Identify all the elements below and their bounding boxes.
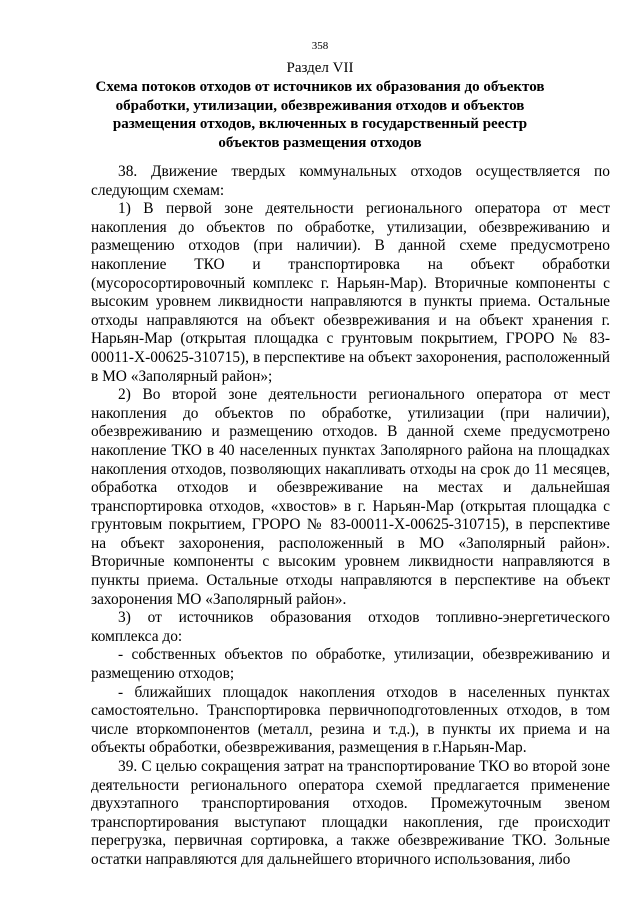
list-item-nearest-sites: - ближайших площадок накопления отходов в населенных пунктах самостоятельно. Транспортировка первичноподготовленных отходов, в том числе вторкомпонентов (металл, резина и т.д.), в пункты их приема и на объекты обработки, обезвреживания, размещения в г.Нарьян-Мар.: [91, 683, 610, 757]
paragraph-39: 39. С целью сокращения затрат на транспортирование ТКО во второй зоне деятельности регионального оператора схемой предлагается применение двухэтапного транспортирования отходов. Промежуточным звеном транспортирования выступают площадки накопления, где происходит перегрузка, первичная сортировка, а также обезвреживание ТКО. Зольные остатки направляются для дальнейшего вторичного использования, либо: [91, 758, 610, 868]
body-text: [91, 163, 610, 870]
paragraph-38: 38. Движение твердых коммунальных отходов осуществляется по следующим схемам:: [91, 163, 610, 199]
section-label: Раздел VII: [286, 60, 354, 76]
paragraph-scheme-2: 2) Во второй зоне деятельности регионального оператора от мест накопления до объектов по обработке, утилизации (при наличии), обезвреживанию и размещению отходов. В данной схеме предусмотрено накопление ТКО в 40 населенных пунктах Заполярного района на площадках накопления отходов, позволяющих накапливать отходы на срок до 11 месяцев, обработка отходов и обезвреживание на местах и дальнейшая транспортировка отходов, «хвостов» в г. Нарьян-Мар (открытая площадка с грунтовым покрытием, ГРОРО № 83-00011-Х-00625-310715), в перспективе на объект захоронения, расположенный в МО «Заполярный район». Вторичные компоненты с высоким уровнем ликвидности направляются в пункты приема. Остальные отходы направляются в перспективе на объект захоронения МО «Заполярный район».: [91, 386, 610, 608]
section-heading: Схема потоков отходов от источников их образования до объектов обработки, утилизации, обезвреживания отходов и объектов размещения отходов, включенных в государственный реестр объектов размещения отходов: [95, 79, 545, 151]
paragraph-scheme-1: 1) В первой зоне деятельности регионального оператора от мест накопления до объектов по обработке, утилизации, обезвреживанию и размещению отходов (при наличии). В данной схеме предусмотрено накопление ТКО и транспортировка на объект обработки (мусоросортировочный комплекс г. Нарьян-Мар). Вторичные компоненты с высоким уровнем ликвидности направляются в пункты приема. Остальные отходы направляются на объект обезвреживания и на объект хранения г. Нарьян-Мар (открытая площадка с грунтовым покрытием, ГРОРО № 83-00011-Х-00625-310715), в перспективе на объект захоронения, расположенный в МО «Заполярный район»;: [91, 200, 610, 385]
paragraph-scheme-3: 3) от источников образования отходов топливно-энергетического комплекса до:: [91, 609, 610, 645]
list-item-own-facilities: - собственных объектов по обработке, утилизации, обезвреживанию и размещению отходов;: [91, 646, 610, 683]
page-number: 358: [311, 40, 329, 52]
